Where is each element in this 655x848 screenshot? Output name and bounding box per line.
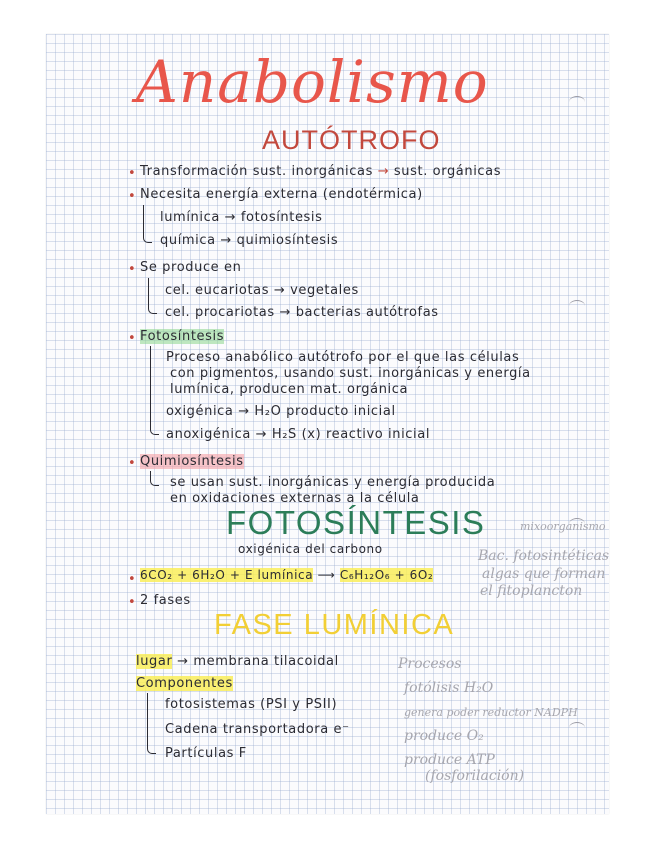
note-heading: Componentes [136, 676, 233, 691]
note-line: Transformación sust. inorgánicas → sust. orgánicas [140, 164, 502, 179]
subtitle: AUTÓTROFO [262, 125, 441, 155]
bullet-dot: • [128, 166, 136, 181]
note-subline: lumínica, producen mat. orgánica [170, 382, 409, 397]
note-subline: cel. eucariotas → vegetales [165, 283, 359, 298]
section-heading: FOTOSÍNTESIS [226, 504, 486, 541]
binder-hole [569, 722, 585, 734]
note-line: lugar → membrana tilacoidal [136, 654, 339, 669]
pencil-note: algas que forman [482, 566, 606, 582]
bracket-line [147, 693, 156, 754]
note-line: 2 fases [140, 593, 191, 608]
pencil-note: Bac. fotosintéticas [478, 548, 610, 564]
pencil-note: produce ATP [404, 752, 495, 768]
section-subheading: oxigénica del carbono [238, 542, 383, 556]
bullet-dot: • [128, 572, 136, 587]
bullet-dot: • [128, 456, 136, 471]
note-subline: en oxidaciones externas a la célula [170, 491, 420, 506]
bracket-line [150, 346, 159, 435]
equation: 6CO₂ + 6H₂O + E lumínica ⟶ C₆H₁₂O₆ + 6O₂ [140, 568, 434, 582]
bracket-line [148, 278, 157, 314]
note-subline: Cadena transportadora e⁻ [165, 722, 350, 737]
note-line: Se produce en [140, 260, 242, 275]
bracket-line [143, 205, 152, 243]
page-title: Anabolismo [136, 48, 489, 116]
note-subline: fotosistemas (PSI y PSII) [165, 697, 338, 712]
note-heading: Fotosíntesis [140, 329, 225, 344]
note-subline: anoxigénica → H₂S (x) reactivo inicial [166, 427, 431, 442]
pencil-note: fotólisis H₂O [404, 680, 494, 696]
note-subline: oxigénica → H₂O producto inicial [166, 404, 396, 419]
note-heading: Quimiosíntesis [140, 454, 244, 469]
note-subline: cel. procariotas → bacterias autótrofas [165, 305, 439, 320]
bullet-dot: • [128, 262, 136, 277]
pencil-note: el fitoplancton [480, 583, 583, 599]
bullet-dot: • [128, 595, 136, 610]
note-subline: lumínica → fotosíntesis [160, 210, 323, 225]
bracket-line [150, 471, 159, 486]
pencil-note: produce O₂ [404, 728, 484, 744]
note-subline: con pigmentos, usando sust. inorgánicas y energía [170, 366, 531, 381]
bullet-dot: • [128, 189, 136, 204]
bullet-dot: • [128, 331, 136, 346]
section-heading: FASE LUMÍNICA [214, 609, 455, 641]
pencil-note: mixoorganismo [520, 520, 606, 533]
note-subline: Partículas F [165, 746, 247, 761]
pencil-note: (fosforilación) [425, 768, 525, 784]
pencil-note: genera poder reductor NADPH [404, 706, 578, 719]
note-subline: química → quimiosíntesis [160, 233, 339, 248]
note-subline: Proceso anabólico autótrofo por el que las células [166, 350, 520, 365]
binder-hole [569, 96, 585, 108]
pencil-note: Procesos [398, 656, 462, 672]
binder-hole [569, 300, 585, 312]
note-line: Necesita energía externa (endotérmica) [140, 187, 423, 202]
note-subline: se usan sust. inorgánicas y energía producida [170, 475, 496, 490]
